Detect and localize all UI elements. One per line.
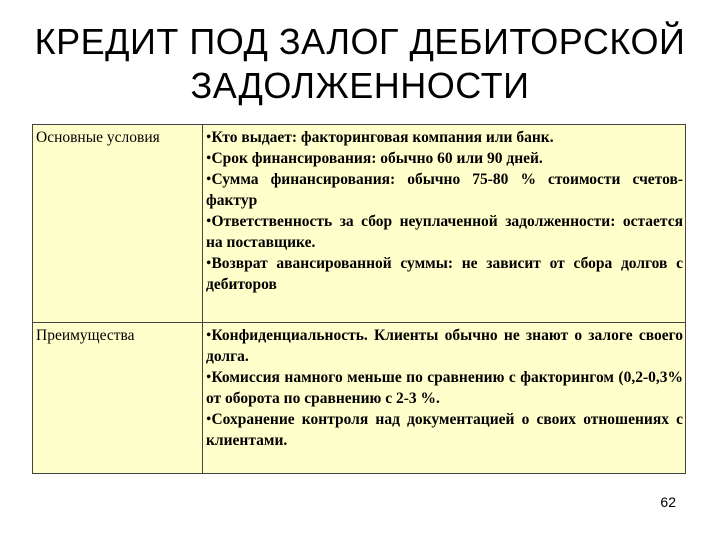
table-row-advantages — [33, 323, 686, 474]
bullet-icon: • — [206, 369, 212, 386]
list-item-text: Кто выдает: факторинговая компания или банк. — [211, 129, 554, 146]
list-item-text: Комиссия намного меньше по сравнению с факторингом (0,2-0,3% от оборота по сравнению с 2-3 %. — [206, 369, 683, 407]
bullet-icon: • — [206, 171, 212, 188]
list-item-text: Ответственность за сбор неуплаченной задолженности: остается на поставщике. — [206, 213, 683, 251]
bullet-icon: • — [206, 129, 212, 146]
list-item — [206, 169, 683, 211]
list-item — [206, 409, 683, 451]
list-item-text: Конфиденциальность. Клиенты обычно не знают о залоге своего долга. — [206, 327, 683, 365]
slide-title-line-2: ЗАДОЛЖЕННОСТИ — [190, 65, 530, 106]
list-item — [206, 367, 683, 409]
table-row-conditions — [33, 125, 686, 323]
bullet-icon: • — [206, 327, 212, 344]
page-number: 62 — [660, 494, 676, 510]
bullet-icon: • — [206, 213, 212, 230]
row-label-advantages: Преимущества — [33, 323, 203, 474]
list-item-text: Сохранение контроля над документацией о своих отношениях с клиентами. — [206, 411, 683, 449]
list-item — [206, 253, 683, 295]
list-item-text: Сумма финансирования: обычно 75-80 % стоимости счетов-фактур — [206, 171, 683, 209]
list-item — [206, 148, 683, 169]
slide-title — [0, 20, 720, 108]
terms-table — [32, 124, 686, 474]
list-item — [206, 127, 683, 148]
bullet-icon: • — [206, 150, 212, 167]
list-item — [206, 211, 683, 253]
list-item — [206, 325, 683, 367]
conditions-list — [203, 125, 686, 323]
bullet-icon: • — [206, 411, 212, 428]
list-item-text: Возврат авансированной суммы: не зависит от сбора долгов с дебиторов — [206, 255, 683, 293]
advantages-list — [203, 323, 686, 474]
row-label-conditions: Основные условия — [33, 125, 203, 323]
list-item-text: Срок финансирования: обычно 60 или 90 дней. — [211, 150, 543, 167]
slide-title-line-1: КРЕДИТ ПОД ЗАЛОГ ДЕБИТОРСКОЙ — [34, 21, 686, 62]
bullet-icon: • — [206, 255, 212, 272]
